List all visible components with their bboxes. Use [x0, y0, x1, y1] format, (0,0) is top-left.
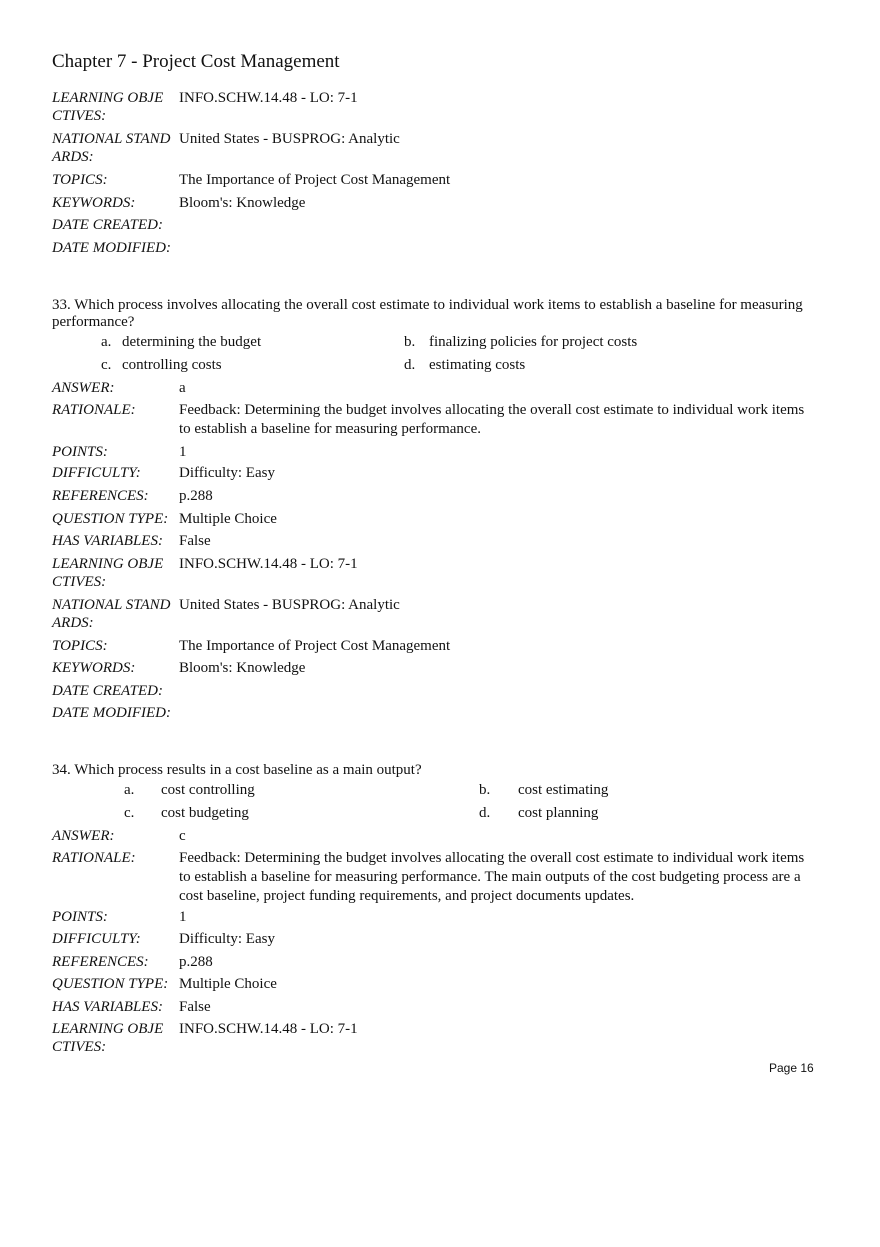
answer-label: ANSWER:	[52, 828, 115, 844]
date-created-label: DATE CREATED:	[52, 683, 163, 699]
points-label: POINTS:	[52, 909, 108, 925]
question-type-label: QUESTION TYPE:	[52, 976, 169, 992]
national-standards-label-line2: ARDS:	[52, 615, 94, 631]
national-standards-value: United States - BUSPROG: Analytic	[179, 597, 400, 613]
rationale-label: RATIONALE:	[52, 850, 136, 866]
question-type-value: Multiple Choice	[179, 511, 277, 527]
option-text: controlling costs	[122, 357, 222, 373]
keywords-value: Bloom's: Knowledge	[179, 195, 306, 211]
answer-value: c	[179, 828, 186, 844]
difficulty-value: Difficulty: Easy	[179, 465, 275, 481]
option-text: finalizing policies for project costs	[429, 334, 638, 350]
date-modified-label: DATE MODIFIED:	[52, 240, 171, 256]
option-letter: d.	[404, 357, 416, 373]
keywords-value: Bloom's: Knowledge	[179, 660, 306, 676]
option-text: determining the budget	[122, 334, 262, 350]
question-type-value: Multiple Choice	[179, 976, 277, 992]
learning-objectives-value: INFO.SCHW.14.48 - LO: 7-1	[179, 556, 358, 572]
national-standards-value: United States - BUSPROG: Analytic	[179, 131, 400, 147]
chapter-title: Chapter 7 - Project Cost Management	[52, 51, 340, 72]
option-text: cost controlling	[161, 782, 255, 798]
keywords-label: KEYWORDS:	[52, 660, 136, 676]
has-variables-value: False	[179, 999, 211, 1015]
references-label: REFERENCES:	[52, 488, 149, 504]
references-label: REFERENCES:	[52, 954, 149, 970]
keywords-label: KEYWORDS:	[52, 195, 136, 211]
learning-objectives-label-line1: LEARNING OBJE	[52, 1021, 164, 1037]
question-stem: 33. Which process involves allocating the overall cost estimate to individual work items to establish a baseline for measuring performance?	[52, 297, 803, 330]
option-text: cost estimating	[518, 782, 609, 798]
option-text: estimating costs	[429, 357, 526, 373]
option-letter: a.	[124, 782, 135, 798]
learning-objectives-label-line2: CTIVES:	[52, 574, 107, 590]
topics-value: The Importance of Project Cost Management	[179, 172, 451, 188]
option-letter: a.	[101, 334, 112, 350]
learning-objectives-label-line2: CTIVES:	[52, 1039, 107, 1055]
page-number: Page 16	[769, 1061, 814, 1075]
learning-objectives-label-line2: CTIVES:	[52, 108, 107, 124]
national-standards-label-line2: ARDS:	[52, 149, 94, 165]
answer-label: ANSWER:	[52, 380, 115, 396]
topics-label: TOPICS:	[52, 638, 108, 654]
references-value: p.288	[179, 488, 213, 504]
option-letter: b.	[404, 334, 416, 350]
date-created-label: DATE CREATED:	[52, 217, 163, 233]
difficulty-value: Difficulty: Easy	[179, 931, 275, 947]
option-letter: c.	[124, 805, 135, 821]
rationale-value: Feedback: Determining the budget involves allocating the overall cost estimate to individual work items to establish a baseline for measuring performance. The main outputs of the cost budgeting process are a cost baseline, project funding requirements, and project documents updates.	[179, 850, 805, 904]
national-standards-label-line1: NATIONAL STAND	[52, 597, 171, 613]
has-variables-label: HAS VARIABLES:	[52, 533, 163, 549]
question-type-label: QUESTION TYPE:	[52, 511, 169, 527]
learning-objectives-label-line1: LEARNING OBJE	[52, 556, 164, 572]
learning-objectives-value: INFO.SCHW.14.48 - LO: 7-1	[179, 90, 358, 106]
question-stem: 34. Which process results in a cost baseline as a main output?	[52, 762, 422, 778]
option-text: cost budgeting	[161, 805, 249, 821]
points-value: 1	[179, 444, 187, 460]
option-letter: d.	[479, 805, 491, 821]
references-value: p.288	[179, 954, 213, 970]
date-modified-label: DATE MODIFIED:	[52, 705, 171, 721]
topics-label: TOPICS:	[52, 172, 108, 188]
difficulty-label: DIFFICULTY:	[52, 931, 141, 947]
national-standards-label-line1: NATIONAL STAND	[52, 131, 171, 147]
option-letter: b.	[479, 782, 491, 798]
learning-objectives-label-line1: LEARNING OBJE	[52, 90, 164, 106]
rationale-label: RATIONALE:	[52, 402, 136, 418]
points-label: POINTS:	[52, 444, 108, 460]
option-text: cost planning	[518, 805, 599, 821]
has-variables-value: False	[179, 533, 211, 549]
option-letter: c.	[101, 357, 112, 373]
learning-objectives-value: INFO.SCHW.14.48 - LO: 7-1	[179, 1021, 358, 1037]
topics-value: The Importance of Project Cost Management	[179, 638, 451, 654]
difficulty-label: DIFFICULTY:	[52, 465, 141, 481]
points-value: 1	[179, 909, 187, 925]
rationale-value: Feedback: Determining the budget involves allocating the overall cost estimate to individual work items to establish a baseline for measuring performance.	[179, 402, 805, 437]
has-variables-label: HAS VARIABLES:	[52, 999, 163, 1015]
answer-value: a	[179, 380, 186, 396]
